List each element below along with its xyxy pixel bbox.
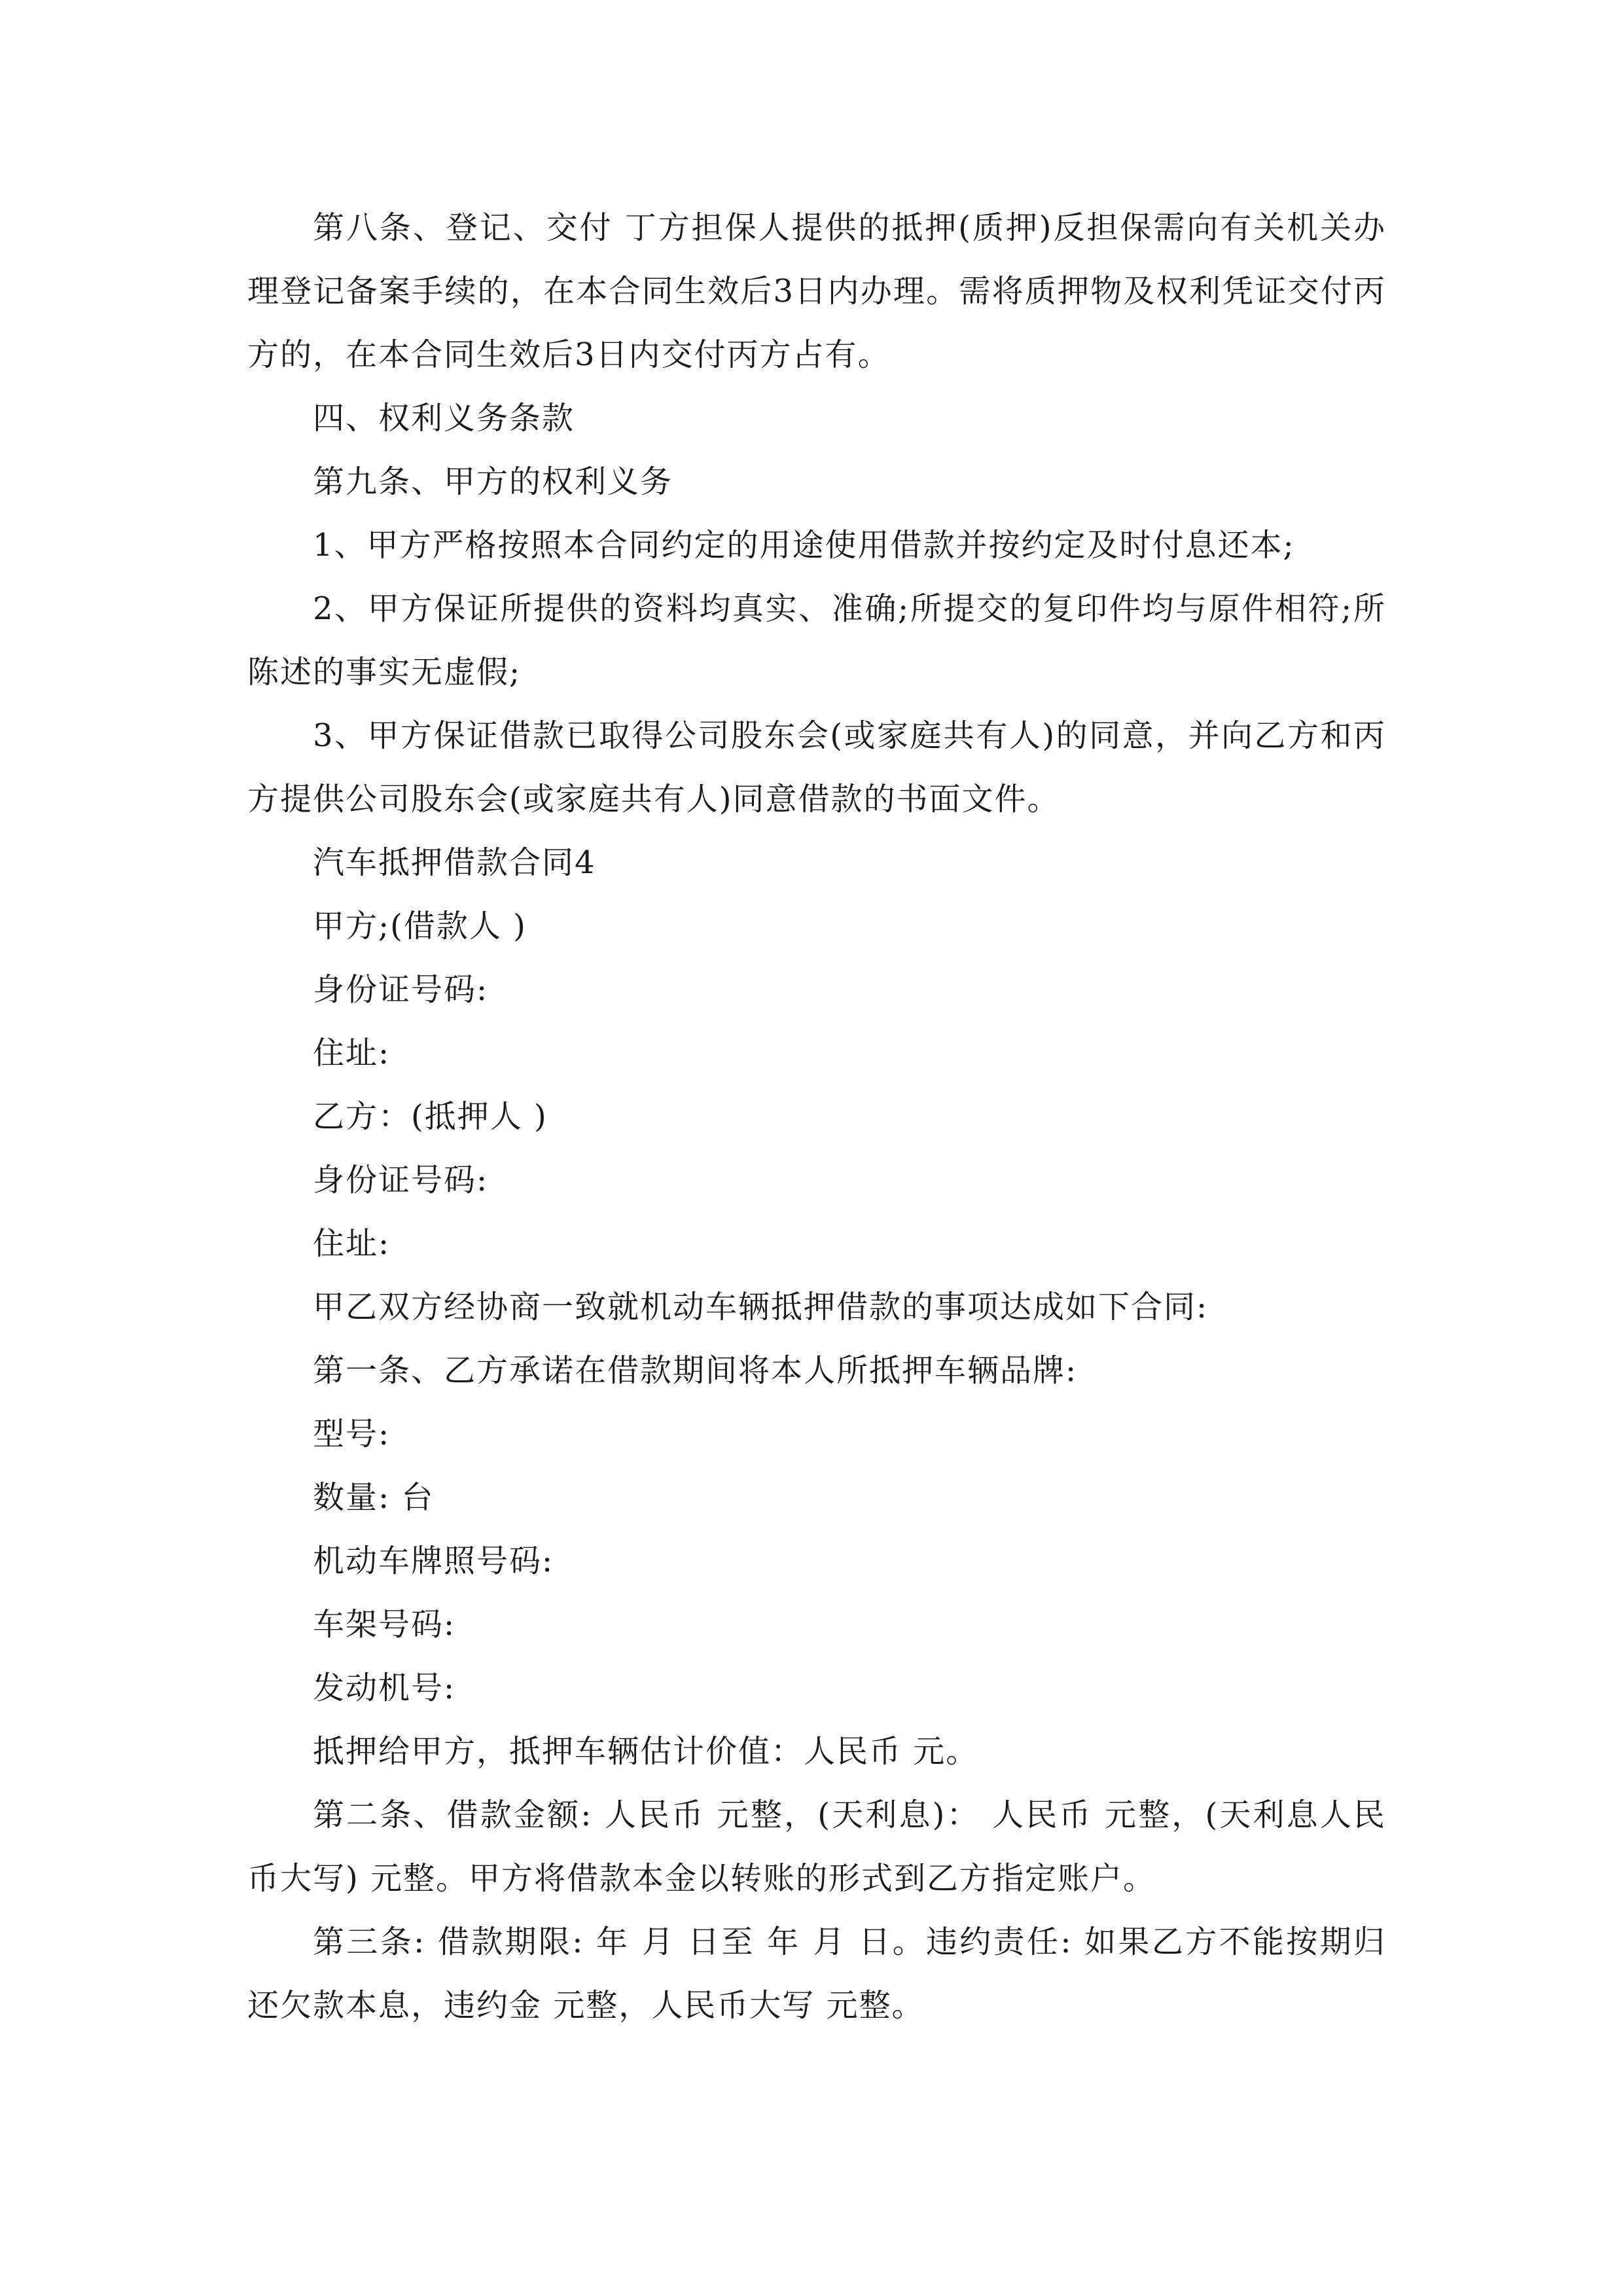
contract-4-title: 汽车抵押借款合同4 [313, 844, 596, 881]
party-b-address: 住址: [313, 1225, 391, 1262]
party-a-address: 住址: [313, 1035, 391, 1071]
clause-8-registration-delivery: 第八条、登记、交付 丁方担保人提供的抵押(质押)反担保需向有关机关办理登记备案手续的，在本合同生效后3日内办理。需将质押物及权利凭证交付丙方的，在本合同生效后3日内交付丙方占有。 [247, 209, 1386, 373]
party-a-id-number: 身份证号码: [313, 971, 489, 1008]
document-body [247, 196, 1386, 2037]
agreement-preamble: 甲乙双方经协商一致就机动车辆抵押借款的事项达成如下合同: [313, 1289, 1209, 1325]
clause-9-heading: 第九条、甲方的权利义务 [313, 463, 673, 500]
vehicle-model: 型号: [313, 1416, 391, 1452]
clause-9-item-3: 3、甲方保证借款已取得公司股东会(或家庭共有人)的同意，并向乙方和丙方提供公司股东会(或家庭共有人)同意借款的书面文件。 [247, 717, 1386, 817]
vehicle-plate-number: 机动车牌照号码: [313, 1543, 554, 1579]
vehicle-quantity: 数量: 台 [313, 1479, 435, 1516]
party-b-id-number: 身份证号码: [313, 1162, 489, 1198]
section-4-heading: 四、权利义务条款 [313, 400, 575, 437]
party-a-line: 甲方;(借款人 ) [313, 908, 527, 944]
vehicle-frame-number: 车架号码: [313, 1606, 456, 1643]
clause-9-item-2: 2、甲方保证所提供的资料均真实、准确;所提交的复印件均与原件相符;所陈述的事实无虚假; [247, 590, 1386, 691]
clause-2-loan-amount: 第二条、借款金额: 人民币 元整，(天利息)： 人民币 元整，(天利息人民币大写) 元整。甲方将借款本金以转账的形式到乙方指定账户。 [247, 1797, 1386, 1897]
clause-3-loan-term: 第三条: 借款期限: 年 月 日至 年 月 日。违约责任: 如果乙方不能按期归还欠款本息，违约金 元整，人民币大写 元整。 [247, 1924, 1386, 2024]
vehicle-engine-number: 发动机号: [313, 1670, 456, 1706]
clause-1-vehicle-brand: 第一条、乙方承诺在借款期间将本人所抵押车辆品牌: [313, 1352, 1078, 1389]
party-b-line: 乙方：(抵押人 ) [313, 1098, 548, 1135]
clause-9-item-1: 1、甲方严格按照本合同约定的用途使用借款并按约定及时付息还本; [313, 527, 1295, 564]
vehicle-estimated-value: 抵押给甲方，抵押车辆估计价值：人民币 元。 [313, 1733, 979, 1770]
